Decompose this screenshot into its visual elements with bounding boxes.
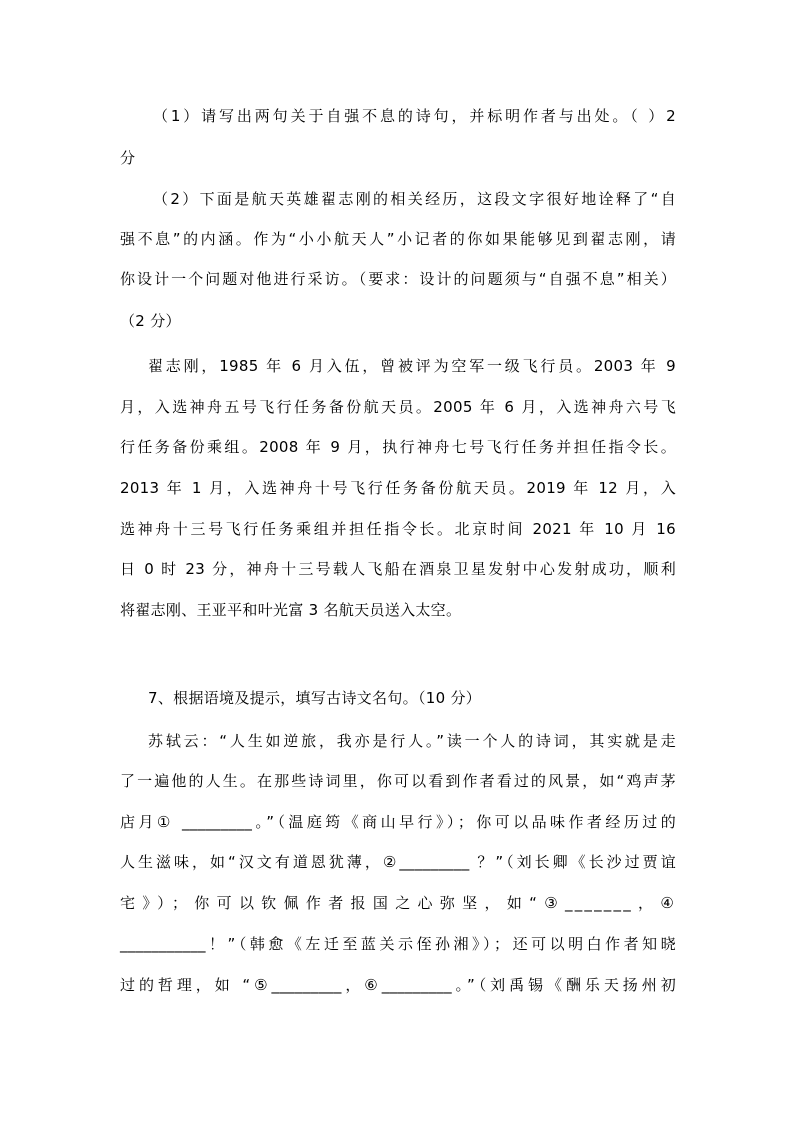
- q6-part1-line1: （1）请写出两句关于自强不息的诗句，并标明作者与出处。（ ）2: [153, 107, 676, 125]
- bio-line-1: 翟志刚，1985 年 6 月入伍，曾被评为空军一级飞行员。2003 年 9: [148, 357, 676, 375]
- q6-part2-line2: 强不息”的内涵。作为“小小航天人”小记者的你如果能够见到翟志刚，请: [120, 230, 676, 248]
- bio-line-6: 日 0 时 23 分，神舟十三号载人飞船在酒泉卫星发射中心发射成功，顺利: [120, 560, 676, 578]
- q7-line-1: 苏轼云：“人生如逆旅，我亦是行人。”读一个人的诗词，其实就是走: [148, 732, 676, 750]
- bio-line-4: 2013 年 1 月，入选神舟十号飞行任务备份航天员。2019 年 12 月，入: [120, 479, 676, 497]
- q6-part1-line2: 分: [120, 149, 136, 167]
- bio-line-3: 行任务备份乘组。2008 年 9 月，执行神舟七号飞行任务并担任指令长。: [120, 438, 676, 456]
- q6-part2-line1: （2）下面是航天英雄翟志刚的相关经历，这段文字很好地诠释了“自: [153, 190, 676, 208]
- q7-line-3: 店月① _________。”（温庭筠《商山早行》）；你可以品味作者经历过的: [120, 813, 676, 831]
- bio-line-2: 月，入选神舟五号飞行任务备份航天员。2005 年 6 月，入选神舟六号飞: [120, 398, 676, 416]
- q7-line-5: 宅》）；你可以钦佩作者报国之心弥坚，如“③_______，④: [120, 894, 676, 912]
- q7-line-4: 人生滋味，如“汉文有道恩犹薄，②_________ ？”（刘长卿《长沙过贾谊: [120, 853, 676, 871]
- bio-line-7: 将翟志刚、王亚平和叶光富 3 名航天员送入太空。: [120, 601, 462, 619]
- q6-part2-line3: 你设计一个问题对他进行采访。（要求：设计的问题须与“自强不息”相关）: [120, 270, 676, 288]
- q7-line-2: 了一遍他的人生。在那些诗词里，你可以看到作者看过的风景，如“鸡声茅: [120, 772, 676, 790]
- q6-part2-line4: （2 分）: [120, 312, 181, 330]
- q7-line-6: ___________！”（韩愈《左迁至蓝关示侄孙湘》）；还可以明白作者知晓: [120, 935, 676, 953]
- q7-title: 7、根据语境及提示，填写古诗文名句。（10 分）: [148, 689, 482, 707]
- q7-line-7: 过的哲理，如 “⑤_________，⑥_________。”（刘禹锡《酬乐天扬州初: [120, 976, 676, 994]
- bio-line-5: 选神舟十三号飞行任务乘组并担任指令长。北京时间 2021 年 10 月 16: [120, 520, 676, 538]
